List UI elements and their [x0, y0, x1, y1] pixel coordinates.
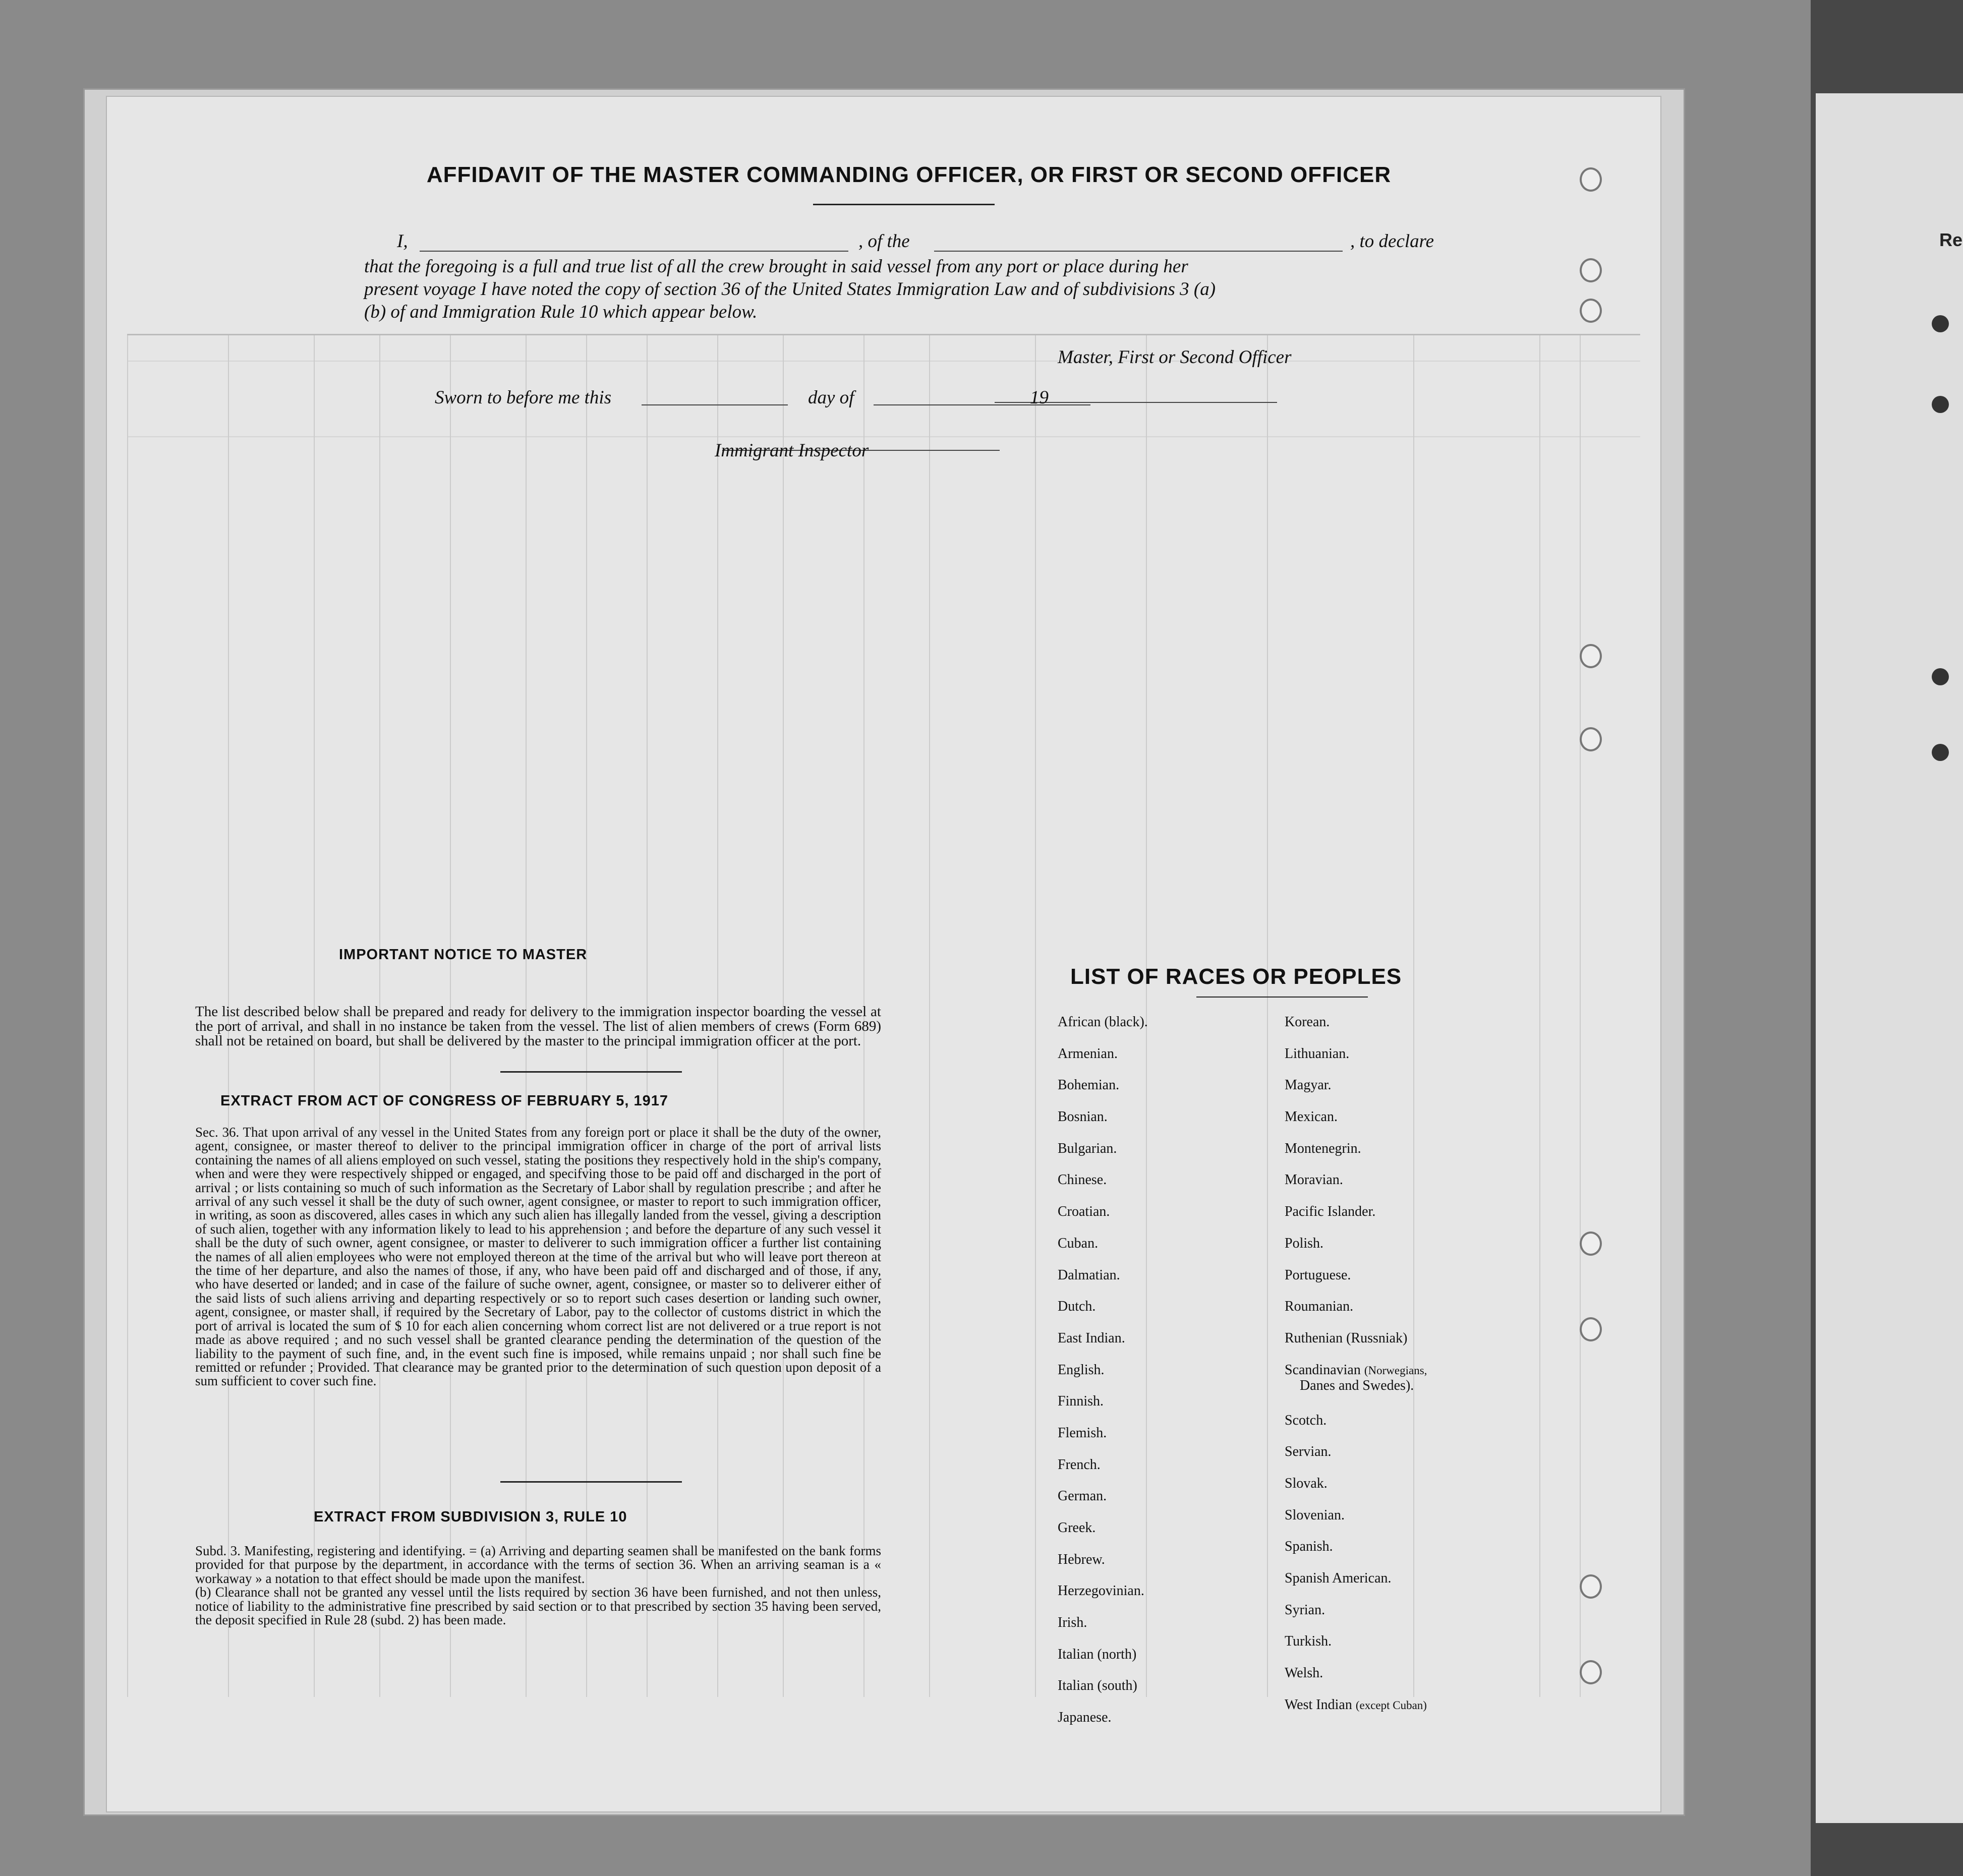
race-item: Mexican. [1285, 1109, 1338, 1125]
sworn-day-blank [642, 404, 788, 405]
punch-hole-icon [1932, 396, 1949, 413]
race-item: Italian (north) [1058, 1646, 1137, 1662]
race-item: Pacific Islander. [1285, 1204, 1376, 1220]
race-item: Syrian. [1285, 1602, 1325, 1618]
affidavit-of-the: , of the [858, 231, 910, 252]
name-blank [420, 251, 848, 252]
race-item: African (black). [1058, 1014, 1148, 1030]
affidavit-i: I, [397, 231, 408, 252]
race-item: Portuguese. [1285, 1267, 1351, 1283]
race-item: Cuban. [1058, 1235, 1099, 1251]
punch-hole-icon [1932, 744, 1949, 761]
race-item: Hebrew. [1058, 1551, 1105, 1567]
extract-rule-title: EXTRACT FROM SUBDIVISION 3, RULE 10 [314, 1509, 627, 1525]
affidavit-title: AFFIDAVIT OF THE MASTER COMMANDING OFFICER, OR FIRST OR SECOND OFFICER [426, 162, 1392, 187]
title-rule [813, 204, 995, 205]
month-blank [874, 404, 1090, 405]
year-label: 19 [1030, 387, 1049, 408]
race-item: German. [1058, 1488, 1107, 1504]
race-item: Turkish. [1285, 1633, 1332, 1650]
section-rule [500, 1071, 682, 1073]
grid-line [929, 335, 930, 1697]
affidavit-to-declare: , to declare [1350, 231, 1434, 252]
race-item: Greek. [1058, 1520, 1096, 1536]
day-of-label: day of [808, 387, 854, 408]
race-item: Finnish. [1058, 1393, 1104, 1410]
punch-hole-icon [1580, 1574, 1602, 1599]
race-item: Magyar. [1285, 1077, 1332, 1093]
notice-text: The list described below shall be prepared and ready for delivery to the immigration inspector boarding the vessel at the port of arrival, and shall in no instance be taken from the vessel. The list of alien members of crews (Form 689) shall not be retained on board, but shall be delivered by the master to the principal immigration officer at the port. [195, 1004, 881, 1049]
vessel-blank [934, 251, 1343, 252]
race-item: English. [1058, 1362, 1105, 1378]
race-item: Bohemian. [1058, 1077, 1120, 1093]
adjacent-page-label: Re [1939, 229, 1963, 250]
sworn-label: Sworn to before me this [435, 387, 612, 408]
race-item: Scotch. [1285, 1412, 1327, 1428]
race-item: Servian. [1285, 1444, 1332, 1460]
race-item: Montenegrin. [1285, 1140, 1361, 1156]
race-item: Spanish American. [1285, 1570, 1392, 1586]
extract-act-text: Sec. 36. That upon arrival of any vessel in the United States from any foreign port or place it shall be the duty of the owner, agent, consignee, or master thereof to deliver to the principal immigration officer in charge of the port of arrival lists containing the names of all aliens employed on such vessel, stating the positions they respectively hold in the ship's company, when and were they were respectively shipped or engaged, and specifving those to be paid off and discharged in the port of arrival ; or lists containing so much of such information as the Secretary of Labor shall by regulation prescribe ; and after he arrival of any such vessel it shall be the duty of such owner, agent consignee, or master to report to such immigration officer, in writing, as soon as discovered, alles cases in which any such alien has illegally landed from the vessel, giving a description of such alien, together with any information likely to lead to his apprehension ; and before the departure of any such vessel it shall be the duty of such owner, agent consignee, or master to deliverer to such immigration officer a further list containing the names of all alien employees who were not employed thereon at the time of the arrival but who will leave port thereon at the time of her departure, and also the names of those, if any, who have been paid off and discharged and of those, if any, who have deserted or landed; and in case of the failure of suche owner, agent, consignee, or master so to deliverer either of the said lists of such aliens arriving and departing respectively or so to report such cases desertion or landing such owner, agent, consignee, or master shall, if required by the Secretary of Labor, pay to the collector of customs district in which the port of arrival is located the sum of $ 10 for each alien concerning whom correct list are not delivered or a true report is not made as above required ; and no such vessel shall be granted clearance pending the determination of the question of the liability to the payment of such fine, and, in the event such fine is imposed, while remains unpaid ; nor shall such fine be remitted or refunder ; Provided. That clearance may be granted prior to the determination of such question upon deposit of a sum sufficient to cover such fine. [195, 1125, 881, 1389]
race-west-indian-note: (except Cuban) [1355, 1698, 1427, 1712]
race-item: Slovenian. [1285, 1507, 1345, 1523]
race-item: Bosnian. [1058, 1109, 1108, 1125]
race-item: Dutch. [1058, 1299, 1096, 1315]
races-title: LIST OF RACES OR PEOPLES [1070, 964, 1402, 989]
punch-hole-icon [1580, 1232, 1602, 1256]
punch-hole-icon [1580, 1317, 1602, 1341]
races-list-right [1285, 1015, 1427, 1729]
race-item: Chinese. [1058, 1172, 1107, 1188]
punch-hole-icon [1580, 1660, 1602, 1684]
race-item: Bulgarian. [1058, 1140, 1117, 1156]
race-item: Moravian. [1285, 1172, 1343, 1188]
race-item: Dalmatian. [1058, 1267, 1120, 1283]
affidavit-page [106, 96, 1661, 1812]
section-rule [500, 1481, 682, 1483]
extract-rule-para-b: (b) Clearance shall not be granted any vessel until the lists required by section 36 have been furnished, and not then unless, notice of liability to the administrative fine prescribed by said section or to that prescribed by section 35 having been served, the deposit specified in Rule 28 (subd. 2) has been made. [195, 1585, 881, 1628]
races-title-rule [1196, 996, 1368, 998]
punch-hole-icon [1580, 644, 1602, 668]
races-list-left [1058, 1015, 1148, 1742]
master-signature-label: Master, First or Second Officer [1058, 347, 1292, 368]
race-item: Armenian. [1058, 1045, 1118, 1062]
punch-hole-icon [1580, 258, 1602, 282]
grid-line [1580, 335, 1581, 1697]
race-item: Slovak. [1285, 1475, 1327, 1491]
race-item: Japanese. [1058, 1710, 1112, 1726]
race-item-scandinavian [1285, 1363, 1427, 1413]
affidavit-line-3: present voyage I have noted the copy of section 36 of the United States Immigration Law and of subdivisions 3 (a) [364, 279, 1216, 300]
extract-rule-text [195, 1544, 881, 1627]
race-item: Korean. [1285, 1014, 1330, 1030]
race-item: Spanish. [1285, 1539, 1333, 1555]
notice-title: IMPORTANT NOTICE TO MASTER [339, 947, 588, 963]
extract-act-title: EXTRACT FROM ACT OF CONGRESS OF FEBRUARY 5, 1917 [220, 1093, 669, 1109]
race-item: East Indian. [1058, 1330, 1125, 1346]
race-item: Irish. [1058, 1615, 1087, 1631]
grid-line [1539, 335, 1540, 1697]
extract-rule-para-a: Subd. 3. Manifesting, registering and identifying. = (a) Arriving and departing seamen shall be manifested on the bank forms provided for that purpose by the department, in accordance with the terms of section 36. When an arriving seaman is a « workaway » a notation to that effect should be made upon the manifest. [195, 1543, 881, 1586]
punch-hole-icon [1580, 727, 1602, 751]
grid-line [1267, 335, 1268, 1697]
race-item: Welsh. [1285, 1665, 1323, 1681]
race-item: Italian (south) [1058, 1678, 1137, 1694]
grid-line [1035, 335, 1036, 1697]
affidavit-line-2: that the foregoing is a full and true list of all the crew brought in said vessel from any port or place during her [364, 256, 1188, 277]
inspector-label: Immigrant Inspector [715, 440, 869, 461]
adjacent-page [1816, 93, 1963, 1823]
punch-hole-icon [1580, 167, 1602, 192]
grid-line [127, 335, 128, 1697]
punch-hole-icon [1932, 315, 1949, 332]
race-item: Flemish. [1058, 1425, 1107, 1441]
race-item: Herzegovinian. [1058, 1583, 1144, 1599]
affidavit-line-4: (b) of and Immigration Rule 10 which appear below. [364, 302, 758, 322]
race-item: French. [1058, 1456, 1101, 1473]
punch-hole-icon [1932, 668, 1949, 685]
race-scandinavian-line2: Danes and Swedes). [1300, 1377, 1414, 1393]
race-west-indian: West Indian [1285, 1696, 1352, 1713]
race-scandinavian-note: (Norwegians, [1364, 1364, 1427, 1377]
punch-hole-icon [1580, 299, 1602, 323]
race-item: Lithuanian. [1285, 1045, 1350, 1062]
race-item: Roumanian. [1285, 1299, 1354, 1315]
race-scandinavian: Scandinavian [1285, 1362, 1361, 1378]
race-item: Ruthenian (Russniak) [1285, 1330, 1408, 1346]
race-item: Polish. [1285, 1235, 1324, 1251]
race-item-west-indian [1285, 1697, 1427, 1729]
race-item: Croatian. [1058, 1204, 1110, 1220]
